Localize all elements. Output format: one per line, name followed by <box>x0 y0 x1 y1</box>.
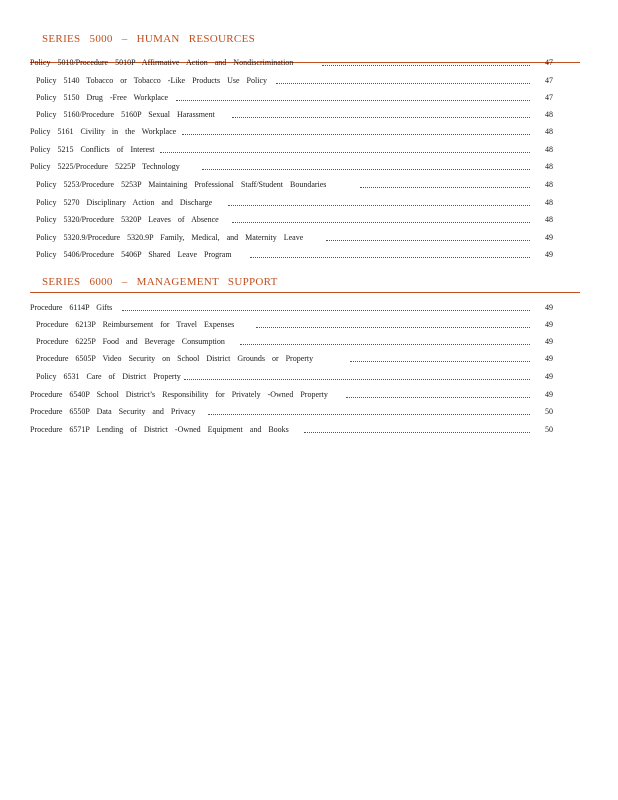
toc-entry[interactable] <box>0 388 560 402</box>
toc-entry[interactable] <box>0 301 560 315</box>
dot-leader <box>122 310 530 311</box>
toc-entry-page: 49 <box>545 390 553 399</box>
toc-entry-page: 47 <box>545 58 553 67</box>
dot-leader <box>256 327 530 328</box>
toc-entry-text: Procedure 6550P Data Security and Privacy <box>30 407 196 416</box>
dot-leader <box>232 222 530 223</box>
toc-entry-page: 48 <box>545 127 553 136</box>
dot-leader <box>322 65 530 66</box>
toc-entry-page: 49 <box>545 250 553 259</box>
toc-entry-page: 47 <box>545 76 553 85</box>
toc-entry[interactable] <box>0 423 560 437</box>
toc-entry-text: Policy 5320.9/Procedure 5320.9P Family, Medical, and Maternity Leave <box>36 233 304 242</box>
toc-entry-text: Procedure 6225P Food and Beverage Consumption <box>36 337 225 346</box>
toc-entry[interactable] <box>0 108 560 122</box>
dot-leader <box>240 344 530 345</box>
dot-leader <box>184 379 530 380</box>
toc-entry-text: Policy 5140 Tobacco or Tobacco -Like Products Use Policy <box>36 76 267 85</box>
toc-entry-page: 49 <box>545 372 553 381</box>
dot-leader <box>276 83 530 84</box>
toc-entry-page: 49 <box>545 354 553 363</box>
toc-entry-text: Policy 5320/Procedure 5320P Leaves of Absence <box>36 215 219 224</box>
dot-leader <box>326 240 530 241</box>
toc-entry-text: Policy 5010/Procedure 5010P Affirmative Action and Nondiscrimination <box>30 58 294 67</box>
toc-entry-page: 48 <box>545 162 553 171</box>
toc-entry-text: Policy 5225/Procedure 5225P Technology <box>30 162 180 171</box>
toc-entry-text: Procedure 6213P Reimbursement for Travel Expenses <box>36 320 235 329</box>
dot-leader <box>346 397 530 398</box>
toc-entry[interactable] <box>0 125 560 139</box>
toc-entry-text: Procedure 6505P Video Security on School District Grounds or Property <box>36 354 314 363</box>
toc-entry-text: Policy 5270 Disciplinary Action and Discharge <box>36 198 213 207</box>
toc-entry-text: Policy 5160/Procedure 5160P Sexual Harassment <box>36 110 215 119</box>
dot-leader <box>228 205 530 206</box>
toc-entry[interactable] <box>0 56 560 70</box>
toc-entry[interactable] <box>0 74 560 88</box>
toc-entry-page: 49 <box>545 337 553 346</box>
toc-entry-text: Procedure 6571P Lending of District -Owned Equipment and Books <box>30 425 289 434</box>
toc-entry-page: 50 <box>545 407 553 416</box>
toc-entry-text: Policy 5215 Conflicts of Interest <box>30 145 155 154</box>
toc-entry-page: 49 <box>545 233 553 242</box>
toc-entry[interactable] <box>0 405 560 419</box>
toc-entry-page: 50 <box>545 425 553 434</box>
toc-entry[interactable] <box>0 196 560 210</box>
dot-leader <box>160 152 530 153</box>
dot-leader <box>232 117 530 118</box>
toc-entry-page: 49 <box>545 320 553 329</box>
dot-leader <box>208 414 530 415</box>
toc-entry-page: 48 <box>545 180 553 189</box>
dot-leader <box>182 134 530 135</box>
toc-entry-page: 48 <box>545 110 553 119</box>
toc-entry-page: 48 <box>545 198 553 207</box>
toc-entry-text: Policy 5406/Procedure 5406P Shared Leave Program <box>36 250 232 259</box>
toc-entry-page: 49 <box>545 303 553 312</box>
toc-entry[interactable] <box>0 318 560 332</box>
dot-leader <box>360 187 530 188</box>
dot-leader <box>350 361 530 362</box>
toc-entry[interactable] <box>0 248 560 262</box>
toc-entry[interactable] <box>0 231 560 245</box>
toc-entry[interactable] <box>0 352 560 366</box>
toc-entry[interactable] <box>0 91 560 105</box>
toc-entry[interactable] <box>0 160 560 174</box>
section-heading-series-6000: SERIES 6000 – MANAGEMENT SUPPORT <box>42 276 278 288</box>
section-rule <box>30 292 580 293</box>
toc-entry[interactable] <box>0 178 560 192</box>
toc-entry-text: Procedure 6114P Gifts <box>30 303 113 312</box>
toc-entry-page: 48 <box>545 215 553 224</box>
toc-entry[interactable] <box>0 335 560 349</box>
toc-entry[interactable] <box>0 143 560 157</box>
toc-entry-text: Policy 5253/Procedure 5253P Maintaining Professional Staff/Student Boundaries <box>36 180 327 189</box>
toc-entry[interactable] <box>0 370 560 384</box>
dot-leader <box>250 257 530 258</box>
dot-leader <box>202 169 530 170</box>
toc-entry[interactable] <box>0 213 560 227</box>
section-heading-series-5000: SERIES 5000 – HUMAN RESOURCES <box>42 33 256 45</box>
toc-entry-page: 47 <box>545 93 553 102</box>
dot-leader <box>176 100 530 101</box>
toc-entry-text: Policy 5161 Civility in the Workplace <box>30 127 177 136</box>
toc-entry-text: Policy 6531 Care of District Property <box>36 372 181 381</box>
dot-leader <box>304 432 530 433</box>
toc-entry-page: 48 <box>545 145 553 154</box>
toc-entry-text: Policy 5150 Drug -Free Workplace <box>36 93 169 102</box>
toc-entry-text: Procedure 6540P School District’s Responsibility for Privately -Owned Property <box>30 390 328 399</box>
